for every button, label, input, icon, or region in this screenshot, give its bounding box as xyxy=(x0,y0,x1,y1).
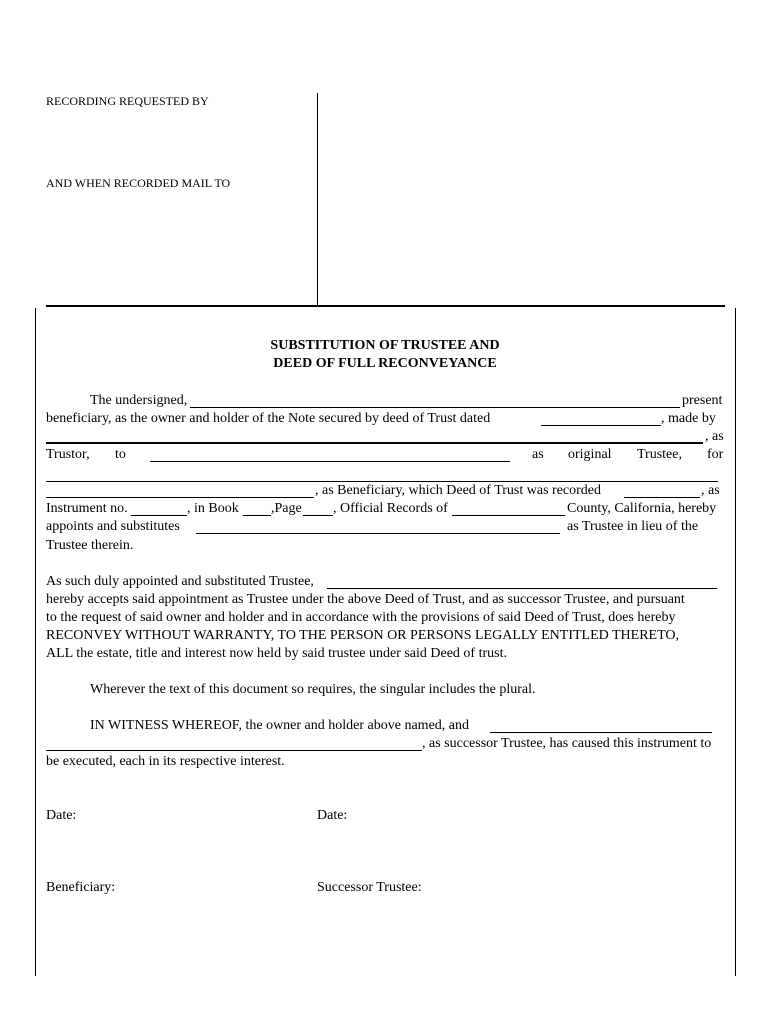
date-left-label: Date: xyxy=(46,808,77,823)
instrument-label: Instrument no. xyxy=(46,501,128,516)
county-label: County, California, hereby xyxy=(567,501,717,516)
county-field[interactable] xyxy=(452,515,565,516)
document-title-line2: DEED OF FULL RECONVEYANCE xyxy=(273,356,497,371)
undersigned-label: The undersigned, xyxy=(90,393,188,408)
beneficiary-signature-label: Beneficiary: xyxy=(46,880,116,895)
recorded-date-field[interactable] xyxy=(624,497,700,498)
trustor-field[interactable] xyxy=(46,442,703,444)
present-label: present xyxy=(682,393,723,408)
for-label: for xyxy=(707,447,724,462)
to-label: to xyxy=(115,447,126,462)
witness-label: IN WITNESS WHEREOF, the owner and holder above named, and xyxy=(90,718,469,733)
page-label: ,Page xyxy=(271,501,302,516)
left-border xyxy=(35,308,36,976)
instrument-field[interactable] xyxy=(131,515,187,516)
deed-date-field[interactable] xyxy=(541,425,661,426)
book-field[interactable] xyxy=(243,515,271,516)
substituted-trustee-field[interactable] xyxy=(327,588,717,589)
right-border xyxy=(735,308,736,976)
recording-requested-by: RECORDING REQUESTED BY xyxy=(46,94,209,108)
page-field[interactable] xyxy=(303,515,333,516)
official-records-label: , Official Records of xyxy=(333,501,448,516)
original-trustee-field[interactable] xyxy=(150,461,510,462)
date-right-label: Date: xyxy=(317,808,348,823)
made-by-label: , made by xyxy=(661,411,716,426)
beneficiary-field[interactable] xyxy=(46,497,314,498)
successor-trustee-signature-label: Successor Trustee: xyxy=(317,880,422,895)
undersigned-field[interactable] xyxy=(190,407,680,408)
mail-to-label: AND WHEN RECORDED MAIL TO xyxy=(46,176,231,190)
note-dated-label: beneficiary, as the owner and holder of the Note secured by deed of Trust dated xyxy=(46,411,491,426)
as-label-2: as xyxy=(532,447,544,462)
successor-trustee-clause: , as successor Trustee, has caused this instrument to xyxy=(422,736,712,751)
appoints-label: appoints and substitutes xyxy=(46,519,180,534)
executed-clause: be executed, each in its respective interest. xyxy=(46,754,285,769)
witness-field-1[interactable] xyxy=(490,732,712,733)
para2-line4: RECONVEY WITHOUT WARRANTY, TO THE PERSON OR PERSONS LEGALLY ENTITLED THERETO, xyxy=(46,628,680,643)
witness-field-2[interactable] xyxy=(46,750,422,751)
singular-plural-clause: Wherever the text of this document so requires, the singular includes the plural. xyxy=(90,682,536,697)
document-title-line1: SUBSTITUTION OF TRUSTEE AND xyxy=(270,338,500,353)
header-divider-horizontal xyxy=(46,305,725,307)
lieu-label: as Trustee in lieu of the xyxy=(567,519,699,534)
as-label: , as xyxy=(705,429,724,444)
para2-line2: hereby accepts said appointment as Trustee under the above Deed of Trust, and as successor Trustee, and pursuant xyxy=(46,592,685,607)
para2-line5: ALL the estate, title and interest now held by said trustee under said Deed of trust. xyxy=(46,646,507,661)
trustor-label: Trustor, xyxy=(46,447,90,462)
book-label: , in Book xyxy=(187,501,239,516)
substituted-trustee-label: As such duly appointed and substituted Trustee, xyxy=(46,574,314,589)
original-label: original xyxy=(568,447,612,462)
as-beneficiary-label: , as Beneficiary, which Deed of Trust was recorded xyxy=(315,483,602,498)
trustee-label: Trustee, xyxy=(637,447,682,462)
substitute-trustee-field[interactable] xyxy=(196,533,560,534)
para2-line3: to the request of said owner and holder and in accordance with the provisions of said Deed of Trust, does hereby xyxy=(46,610,676,625)
header-divider-vertical xyxy=(317,93,318,307)
as-label-3: , as xyxy=(701,483,720,498)
trustee-therein: Trustee therein. xyxy=(46,538,134,553)
